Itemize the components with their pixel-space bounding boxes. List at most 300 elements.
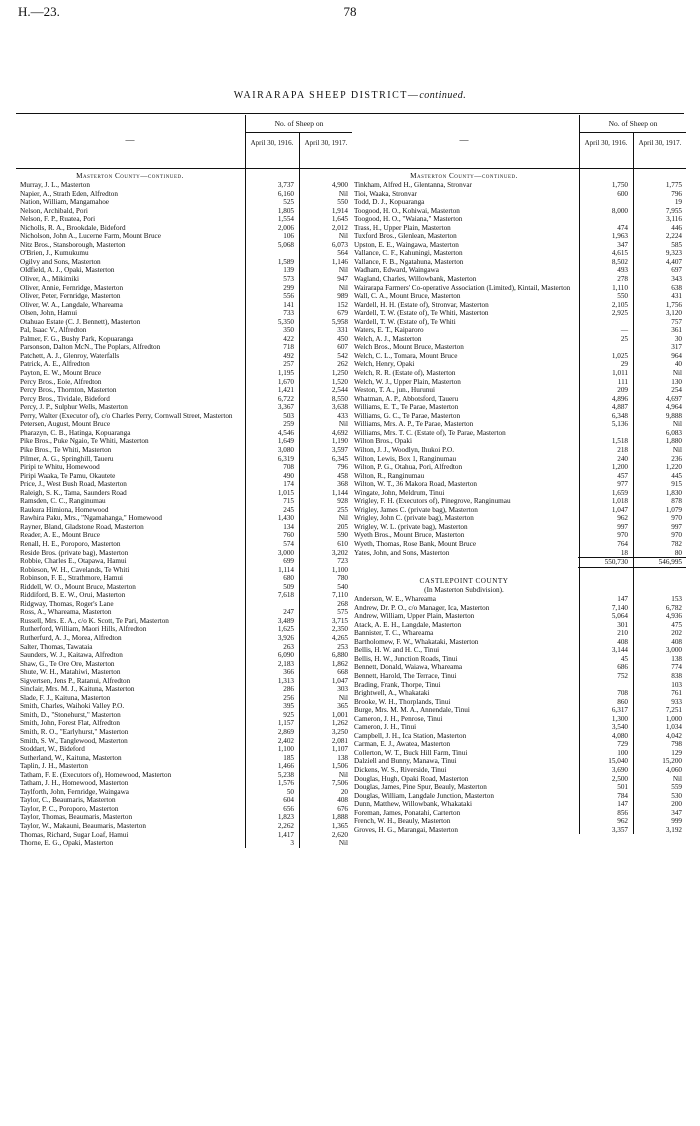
table-row: [350, 595, 686, 604]
sheep-1917: 1,034: [665, 723, 682, 732]
sheep-1917: 564: [337, 249, 348, 258]
sheep-1916: 1,670: [277, 377, 294, 386]
sheep-1916: [246, 600, 298, 609]
table-row: [350, 335, 686, 344]
sheep-1916: 174: [283, 480, 294, 489]
sheep-1917: 129: [671, 748, 682, 757]
owner-name: Raukura Himiona, Homewood: [20, 505, 109, 514]
sheep-1917: 30: [674, 334, 682, 343]
sheep-1916: [580, 343, 632, 352]
owner-name: Smith, D., "Stonehurst," Masterton: [20, 710, 121, 719]
sheep-1916: [580, 429, 632, 438]
owner-name: Wilton, Lewis, Box 1, Ranginumau: [354, 454, 457, 463]
sheep-1917: 7,110: [332, 591, 348, 600]
sheep-1916: 50: [286, 787, 294, 796]
owner-name: Nelson, Archibald, Pori: [20, 206, 88, 215]
owner-name: Rayner, Bland, Gladstone Road, Masterton: [20, 522, 144, 531]
left-table-body: [16, 169, 352, 848]
sheep-1917: 20: [340, 787, 348, 796]
owner-name: Price, J., West Bush Road, Masterton: [20, 480, 127, 489]
right-table-header: [350, 115, 686, 169]
sheep-1916: 1,100: [277, 745, 294, 754]
owner-name: Saunders, W. J., Kaitawa, Alfredton: [20, 651, 123, 660]
table-row: [350, 215, 686, 224]
table-row: [16, 335, 352, 344]
table-row: [16, 600, 352, 609]
sheep-1916: 3,000: [277, 548, 294, 557]
sheep-1916: 299: [283, 283, 294, 292]
sheep-1916: 5,238: [277, 770, 294, 779]
owner-name: Tioi, Waaka, Stronvar: [354, 189, 417, 198]
table-row: [16, 292, 352, 301]
sheep-1917: 475: [671, 620, 682, 629]
sheep-1917: 838: [671, 671, 682, 680]
table-row: [16, 557, 352, 566]
table-row: [16, 540, 352, 549]
table-row: [350, 369, 686, 378]
owner-name: Collerton, W. T., Buck Hill Farm, Tinui: [354, 748, 468, 757]
owner-name: Smith, R. O., "Earlyhurst," Masterton: [20, 728, 129, 736]
sheep-1917: 3,000: [665, 646, 682, 655]
sheep-1917: 679: [337, 309, 348, 318]
table-row: [16, 455, 352, 464]
table-row: [350, 800, 686, 809]
owner-name: Brooke, W. H., Thorplands, Tinui: [354, 697, 451, 706]
owner-name: Welch, R. R. (Estate of), Masterton: [354, 369, 456, 378]
sheep-1916: 1,313: [277, 676, 294, 685]
table-row: [16, 566, 352, 575]
table-row: [16, 412, 352, 421]
table-row: [350, 224, 686, 233]
owner-name: Wrigley, W. L. (private bag), Masterton: [354, 522, 468, 531]
owner-name: Percy, J. P., Sulphur Wells, Masterton: [20, 403, 128, 412]
sheep-1916: 604: [283, 796, 294, 805]
table-row: [16, 583, 352, 592]
sheep-1917: 3,597: [331, 445, 348, 454]
owner-name: Shute, W. H., Matahiwi, Masterton: [20, 668, 121, 677]
sheep-1916: 1,649: [277, 437, 294, 446]
sheep-1917: 3,202: [331, 548, 348, 557]
sheep-1916: 573: [283, 275, 294, 284]
sheep-1917: 796: [337, 463, 348, 472]
sheep-1917: 933: [671, 697, 682, 706]
sheep-1916: 3: [290, 839, 294, 848]
table-row: [16, 737, 352, 746]
table-row: [350, 249, 686, 258]
sheep-1916: 733: [283, 309, 294, 318]
sheep-1916: 5,350: [277, 317, 294, 326]
table-row: [16, 728, 352, 737]
sheep-1917: 1,262: [331, 719, 348, 728]
sheep-1916: 6,722: [277, 394, 294, 403]
owner-name: Wilton, P. G., Otahua, Pori, Alfredton: [354, 463, 463, 472]
sheep-1916: 1,659: [611, 488, 628, 497]
owner-name: Burge, Mrs. M. M. A., Annendale, Tinui: [354, 706, 470, 715]
column-divider: [579, 115, 580, 168]
owner-name: Taylor, P. C., Poroporo, Masterton: [20, 804, 119, 813]
sheep-1917: 1,000: [665, 714, 682, 723]
owner-name: Douglas, Hugh, Opaki Road, Masterton: [354, 774, 469, 783]
table-row: [350, 266, 686, 275]
owner-name: Williams, G. C., Te Parae, Masterton: [354, 411, 461, 420]
sheep-1917: 15,200: [662, 757, 682, 766]
table-row: [16, 224, 352, 233]
owner-name: Rawhira Paku, Mrs., "Ngamahanga," Homewood: [20, 514, 163, 523]
table-row: [16, 266, 352, 275]
sheep-1916: 493: [617, 266, 628, 275]
sheep-1916: 925: [283, 710, 294, 719]
owner-name: Tinkham, Alfred H., Glentanna, Stronvar: [354, 181, 472, 189]
sheep-1917: 2,012: [331, 223, 348, 232]
sheep-1916: 257: [283, 360, 294, 369]
owner-name: Taylor, W., Makauni, Beaumaris, Masterton: [20, 822, 146, 831]
owner-name: O'Brien, J., Kumukumu: [20, 249, 89, 258]
owner-name: Nitz Bros., Stansborough, Masterton: [20, 240, 126, 249]
sheep-1916: 503: [283, 411, 294, 420]
table-row: [350, 437, 686, 446]
sheep-1917: 254: [671, 386, 682, 395]
table-row: [350, 663, 686, 672]
sheep-1916: 574: [283, 539, 294, 548]
owner-name: Atack, A. E. H., Langdale, Masterton: [354, 620, 462, 629]
sheep-1917: 1,914: [331, 206, 348, 215]
owner-name: Percy Bros., Tividale, Bideford: [20, 394, 110, 403]
table-row: [350, 318, 686, 327]
table-row: [350, 740, 686, 749]
owner-name: Cameron, J. H., Tinui: [354, 723, 417, 732]
sheep-1916: 1,300: [611, 714, 628, 723]
owner-name: Wadham, Edward, Waingawa: [354, 266, 439, 275]
sheep-1917: 668: [337, 668, 348, 677]
sheep-1917: 331: [337, 326, 348, 335]
sheep-1916: 784: [617, 791, 628, 800]
table-row: [350, 232, 686, 241]
sheep-1917: 1,220: [665, 463, 682, 472]
table-row: [16, 779, 352, 788]
table-row: [16, 437, 352, 446]
owner-name: Trass, H., Upper Plain, Masterton: [354, 223, 451, 232]
sheep-1917: 1,146: [331, 257, 348, 266]
section-heading: Masterton County—continued.: [76, 172, 184, 180]
sheep-1917: 4,697: [665, 394, 682, 403]
table-row: [16, 284, 352, 293]
sheep-1916: 139: [283, 266, 294, 275]
sheep-1917: 989: [337, 292, 348, 301]
sheep-1916: 106: [283, 232, 294, 241]
owner-name: Todd, D. J., Kopuaranga: [354, 198, 425, 207]
owner-name: Taylor, C., Beaumaris, Masterton: [20, 796, 116, 805]
sheep-1916: 525: [283, 198, 294, 207]
table-row: [16, 796, 352, 805]
sheep-1917: 7,955: [665, 206, 682, 215]
sheep-1916: 3,367: [277, 403, 294, 412]
owner-name: Bennett, Donald, Waiawa, Whareama: [354, 663, 463, 672]
sheep-1917: Nil: [672, 774, 682, 783]
sheep-1916: 708: [283, 463, 294, 472]
owner-name: Rutherford, William, Maori Hills, Alfredton: [20, 625, 147, 634]
owner-name: Douglas, James, Pine Spur, Beauly, Masterton: [354, 783, 487, 792]
sheep-1917: Nil: [338, 770, 348, 779]
table-row: [350, 506, 686, 515]
owner-name: Toogood, H. O., "Waiana," Masterton: [354, 215, 463, 224]
owner-name: Nicholson, John A., Lucerne Farm, Mount Bruce: [20, 232, 161, 241]
sheep-1917: 997: [671, 522, 682, 531]
sheep-1916: 729: [617, 740, 628, 749]
table-row: [16, 839, 352, 848]
table-row: [16, 506, 352, 515]
sheep-1916: 8,000: [611, 206, 628, 215]
sheep-1916: 686: [617, 663, 628, 672]
table-row: [350, 604, 686, 613]
sheep-1916: 3,926: [277, 633, 294, 642]
owner-name: Nicholls, R. A., Brookdale, Bideford: [20, 223, 126, 232]
table-row: [350, 809, 686, 818]
sheep-1917: 1,107: [331, 745, 348, 754]
column-divider: [633, 169, 634, 834]
owner-name: Yates, John, and Sons, Masterton: [354, 548, 450, 557]
sheep-1916: 4,080: [611, 731, 628, 740]
owner-name: Robieson, W. H., Cavelands, Te Whiti: [20, 565, 130, 574]
sheep-1917: 431: [671, 292, 682, 301]
owner-name: Bellis, H. W., Junction Roads, Tinui: [354, 654, 458, 663]
sheep-1916: 240: [617, 454, 628, 463]
owner-name: Wyeth Bros., Mount Bruce, Masterton: [354, 531, 465, 540]
sheep-1916: 4,887: [611, 403, 628, 412]
col-1916-header: April 30, 1916.: [250, 139, 294, 147]
sheep-1916: 962: [617, 514, 628, 523]
sheep-1916: 970: [617, 531, 628, 540]
sheep-1916: 2,183: [277, 659, 294, 668]
table-row: [350, 612, 686, 621]
sheep-1917: 774: [671, 663, 682, 672]
owner-name: Andrew, William, Upper Plain, Masterton: [354, 612, 475, 621]
owner-name: Vallance, C. F., Kahuningi, Masterton: [354, 249, 463, 258]
sheep-1917: 446: [671, 223, 682, 232]
table-row: [16, 386, 352, 395]
sheep-1917: Nil: [338, 420, 348, 429]
table-row: [16, 762, 352, 771]
owner-name: Parsonson, Dalton McN., The Poplars, Alfredton: [20, 343, 161, 352]
sheep-1917: 1,888: [331, 813, 348, 822]
sheep-1916: 6,160: [277, 189, 294, 198]
table-row: [16, 360, 352, 369]
sheep-1916: 3,080: [277, 445, 294, 454]
section-heading: Masterton County—continued.: [410, 172, 518, 180]
sheep-1916: [246, 249, 298, 258]
table-row: [350, 378, 686, 387]
sheep-1917: 6,083: [665, 428, 682, 437]
sheep-1917: 757: [671, 317, 682, 326]
owner-name: Wairarapa Farmers' Co-operative Association (Limited), Kintail, Masterton: [354, 283, 571, 292]
sheep-1916: 1,018: [611, 497, 628, 506]
table-row: [16, 326, 352, 335]
sheep-1917: 236: [671, 454, 682, 463]
owner-name: Welch, C. L., Tomara, Mount Bruce: [354, 351, 458, 360]
table-row: [16, 301, 352, 310]
sheep-1917: 697: [671, 266, 682, 275]
sheep-1917: 1,520: [331, 377, 348, 386]
sheep-1916: 3,737: [277, 181, 294, 189]
table-row: [16, 403, 352, 412]
sheep-1917: 585: [671, 240, 682, 249]
sheep-1917: Nil: [672, 369, 682, 378]
table-row: [16, 352, 352, 361]
owner-name: Cameron, J. H., Penrose, Tinui: [354, 714, 443, 723]
sheep-1917: 1,880: [665, 437, 682, 446]
sheep-1917: 19: [674, 198, 682, 207]
owner-name: Nelson, F. P., Ruatea, Pori: [20, 215, 96, 224]
sheep-1916: 1,157: [277, 719, 294, 728]
sheep-1917: 3,250: [331, 728, 348, 736]
sheep-1917: 947: [337, 275, 348, 284]
sheep-1916: 962: [617, 817, 628, 826]
sheep-1916: 2,262: [277, 822, 294, 831]
owner-name: Petersen, August, Mount Bruce: [20, 420, 111, 429]
table-row: [16, 369, 352, 378]
sheep-1917: 780: [337, 574, 348, 583]
owner-name: Wilton Bros., Opaki: [354, 437, 413, 446]
sheep-1917: Nil: [338, 514, 348, 523]
table-row: [16, 634, 352, 643]
sheep-1916: 5,064: [611, 612, 628, 621]
owner-name: Oliver, Peter, Fernridge, Masterton: [20, 292, 121, 301]
sheep-1916: 1,750: [611, 181, 628, 189]
owner-name: Palmer, F. G., Bushy Park, Kopuaranga: [20, 334, 134, 343]
table-row: [16, 660, 352, 669]
owner-name: Wilton, J. J., Woodlyn, Ihukoi P.O.: [354, 445, 455, 454]
sheep-1916: 100: [617, 748, 628, 757]
table-row: [16, 489, 352, 498]
sheep-1917: 8,550: [331, 394, 348, 403]
table-row: [350, 198, 686, 207]
sheep-1916: 7,140: [611, 603, 628, 612]
owner-name: Otahuao Estate (C. J. Bennett), Masterton: [20, 317, 141, 326]
page-reference: H.—23.: [18, 4, 60, 19]
sheep-1916: 501: [617, 783, 628, 792]
table-row: [16, 232, 352, 241]
table-row: [16, 207, 352, 216]
table-row: [350, 403, 686, 412]
sheep-1917: 970: [671, 531, 682, 540]
owner-name: Percy Bros., Thornton, Masterton: [20, 386, 117, 395]
table-row: [350, 698, 686, 707]
owner-name: Waters, E. T., Kaiparoro: [354, 326, 424, 335]
owner-name: Wardell, H. H. (Estate of), Stronvar, Masterton: [354, 300, 489, 309]
table-row: [350, 757, 686, 766]
sheep-1916: 422: [283, 334, 294, 343]
table-row: [350, 395, 686, 404]
owner-name: Dalziell and Bunny, Manawa, Tinui: [354, 757, 457, 766]
owner-name: Tatham, J. H., Homewood, Masterton: [20, 779, 129, 788]
sheep-1916: 350: [283, 326, 294, 335]
table-row: [16, 258, 352, 267]
owner-name: Thomas, Richard, Sugar Loaf, Hamui: [20, 830, 129, 839]
sheep-1917: 4,964: [665, 403, 682, 412]
table-row: [350, 514, 686, 523]
sheep-1916: 1,047: [611, 505, 628, 514]
owner-name: Wilton, R., Ranginumau: [354, 471, 425, 480]
sheep-1916: 6,348: [611, 411, 628, 420]
column-divider: [579, 169, 580, 834]
table-row: [16, 591, 352, 600]
table-row: [350, 715, 686, 724]
sheep-1917: 1,775: [665, 181, 682, 189]
sheep-1916: 147: [617, 595, 628, 604]
sheep-1916: 1,466: [277, 762, 294, 771]
sheep-1916: 1,110: [612, 283, 628, 292]
sheep-1916: 2,402: [277, 736, 294, 745]
table-row: [16, 813, 352, 822]
column-divider: [299, 169, 300, 848]
sheep-1917: 2,224: [665, 232, 682, 241]
sheep-1916: 18: [620, 548, 628, 557]
owner-name: Tatham, F. E. (Executors of), Homewood, Masterton: [20, 770, 172, 779]
sheep-1917: 445: [671, 471, 682, 480]
owner-name: Smith, S. W., Tanglewood, Masterton: [20, 736, 128, 745]
table-row: [350, 817, 686, 826]
sheep-1916: 259: [283, 420, 294, 429]
sheep-1916: 1,015: [277, 488, 294, 497]
sheep-1916: 600: [617, 189, 628, 198]
sheep-1917: 343: [671, 275, 682, 284]
page-title-suffix: continued.: [419, 90, 467, 101]
owner-name: Oliver, A., Mikimiki: [20, 275, 80, 284]
table-row: [350, 646, 686, 655]
sheep-1917: 1,144: [331, 488, 348, 497]
sheep-1916: 856: [617, 808, 628, 817]
table-row: [350, 766, 686, 775]
sheep-1916: 550: [617, 292, 628, 301]
sheep-1916: 256: [283, 693, 294, 702]
sheep-1917: 796: [671, 189, 682, 198]
sheep-1917: 4,692: [331, 428, 348, 437]
sheep-1916: 860: [617, 697, 628, 706]
owner-name: Williams, Mrs. A. P., Te Parae, Masterton: [354, 420, 474, 429]
sheep-1917: Nil: [338, 189, 348, 198]
sheep-1917: 4,042: [665, 731, 682, 740]
owner-name: Salter, Thomas, Tawataia: [20, 642, 93, 651]
sheep-1916: 1,554: [277, 215, 294, 224]
owner-name: Russell, Mrs. E. A., c/o K. Scott, Te Pari, Masterton: [20, 616, 169, 625]
table-row: [350, 523, 686, 532]
sheep-1916: —: [620, 326, 628, 335]
sheep-1917: 1,645: [331, 215, 348, 224]
table-row: [16, 318, 352, 327]
sheep-1917: 205: [337, 522, 348, 531]
right-table: [350, 115, 686, 834]
table-row: [16, 668, 352, 677]
table-row: [16, 343, 352, 352]
table-row: [16, 275, 352, 284]
owner-name: Reside Bros. (private bag), Masterton: [20, 548, 129, 557]
table-row: [350, 749, 686, 758]
sheep-1916: 210: [617, 629, 628, 638]
owner-name: Brightwell, A., Whakataki: [354, 689, 430, 698]
table-row: [16, 429, 352, 438]
owner-name: Ramsden, C. C., Ranginumau: [20, 497, 106, 506]
sheep-1917: 530: [671, 791, 682, 800]
table-row: [16, 198, 352, 207]
sheep-1916: 3,690: [611, 766, 628, 774]
owner-name: Tuxford Bros., Glenlean, Masterton: [354, 232, 457, 241]
owner-name: Reader, A. E., Mount Bruce: [20, 531, 100, 540]
owner-name: Wardell, T. W. (Estate of), Te Whiti: [354, 317, 456, 326]
owner-name: Williams, Mrs. T. C. (Estate of), Te Parae, Masterton: [354, 428, 506, 437]
owner-name: Renall, H. E., Poroporo, Masterton: [20, 539, 121, 548]
sheep-1916: 347: [617, 240, 628, 249]
table-row: [350, 531, 686, 540]
sheep-1916: 286: [283, 685, 294, 694]
